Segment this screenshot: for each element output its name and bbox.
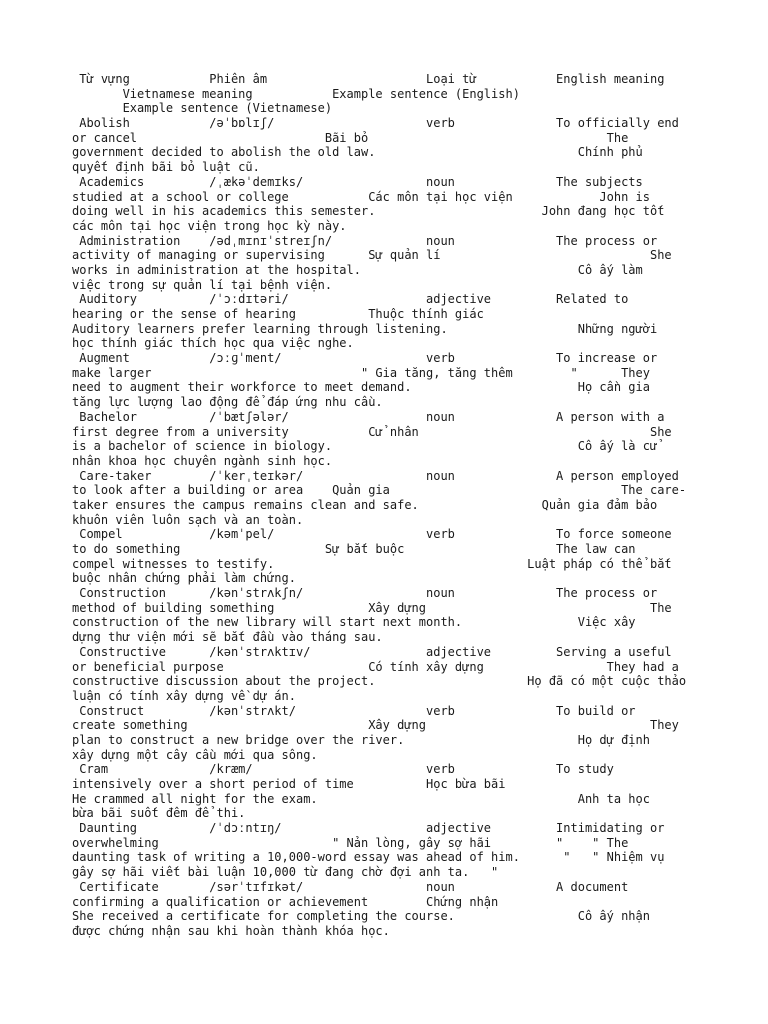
text-line: doing well in his academics this semester. John đang học tốt xyxy=(72,204,665,219)
text-line: Care-taker /ˈkerˌteɪkər/ noun A person employed xyxy=(72,468,679,483)
text-line: Administration /ədˌmɪnɪˈstreɪʃn/ noun The process or xyxy=(72,233,658,248)
text-line: tăng lực lượng lao động để đáp ứng nhu cầu. xyxy=(72,395,383,410)
text-line: luận có tính xây dựng về dự án. xyxy=(72,688,296,703)
text-line: confirming a qualification or achievement Chứng nhận xyxy=(72,894,499,909)
text-line: được chứng nhận sau khi hoàn thành khóa học. xyxy=(72,923,390,938)
text-line: nhân khoa học chuyên ngành sinh học. xyxy=(72,453,333,468)
text-line: or cancel Bãi bỏ The xyxy=(72,130,629,145)
text-line: taker ensures the campus remains clean and safe. Quản gia đảm bảo xyxy=(72,497,658,512)
text-line: Construct /kənˈstrʌkt/ verb To build or xyxy=(72,703,636,718)
text-line: Vietnamese meaning Example sentence (English) xyxy=(72,86,520,101)
text-line: plan to construct a new bridge over the river. Họ dự định xyxy=(72,732,650,747)
text-line: construction of the new library will start next month. Việc xây xyxy=(72,615,636,630)
text-line: Constructive /kənˈstrʌktɪv/ adjective Serving a useful xyxy=(72,644,672,659)
text-line: gây sợ hãi viết bài luận 10,000 từ đang chờ đợi anh ta. " xyxy=(72,865,499,880)
text-line: works in administration at the hospital. Cô ấy làm xyxy=(72,262,643,277)
text-line: She received a certificate for completing the course. Cô ấy nhận xyxy=(72,909,650,924)
text-line: to look after a building or area Quản gia The care- xyxy=(72,483,687,498)
text-line: Construction /kənˈstrʌkʃn/ noun The process or xyxy=(72,586,658,601)
text-line: make larger " Gia tăng, tăng thêm " They xyxy=(72,365,650,380)
text-line: Auditory learners prefer learning through listening. Những người xyxy=(72,321,658,336)
text-line: intensively over a short period of time Học bừa bãi xyxy=(72,777,506,791)
text-line: studied at a school or college Các môn tại học viện John is xyxy=(72,189,650,204)
text-line: khuôn viên luôn sạch và an toàn. xyxy=(72,512,304,527)
text-line: government decided to abolish the old law. Chính phủ xyxy=(72,145,643,160)
text-line: các môn tại học viện trong học kỳ này. xyxy=(72,218,347,233)
text-line: học thính giác thích học qua việc nghe. xyxy=(72,336,354,351)
text-line: dựng thư viện mới sẽ bắt đầu vào tháng sau. xyxy=(72,630,383,645)
text-line: He crammed all night for the exam. Anh ta học xyxy=(72,791,650,806)
text-line: xây dựng một cây cầu mới qua sông. xyxy=(72,747,318,762)
text-line: Daunting /ˈdɔːntɪŋ/ adjective Intimidating or xyxy=(72,821,665,836)
text-line: first degree from a university Cử nhân She xyxy=(72,424,672,439)
text-line: Compel /kəmˈpel/ verb To force someone xyxy=(72,527,672,542)
text-line: method of building something Xây dựng The xyxy=(72,600,672,615)
text-line: create something Xây dựng They xyxy=(72,718,679,733)
text-line: compel witnesses to testify. Luật pháp có thể bắt xyxy=(72,556,672,571)
text-line: to do something Sự bắt buộc The law can xyxy=(72,542,636,556)
text-line: hearing or the sense of hearing Thuộc thính giác xyxy=(72,307,484,321)
text-line: overwhelming " Nản lòng, gây sợ hãi " " The xyxy=(72,835,629,850)
text-line: Bachelor /ˈbætʃələr/ noun A person with a xyxy=(72,409,665,424)
text-line: daunting task of writing a 10,000-word essay was ahead of him. " " Nhiệm vụ xyxy=(72,850,665,865)
text-line: Example sentence (Vietnamese) xyxy=(72,101,333,116)
text-line: Abolish /əˈbɒlɪʃ/ verb To officially end xyxy=(72,116,679,131)
text-line: quyết định bãi bỏ luật cũ. xyxy=(72,160,260,175)
text-line: bừa bãi suốt đêm để thi. xyxy=(72,806,246,821)
text-line: Auditory /ˈɔːdɪtəri/ adjective Related to xyxy=(72,292,629,307)
text-line: việc trong sự quản lí tại bệnh viện. xyxy=(72,277,333,292)
text-line: need to augment their workforce to meet demand. Họ cần gia xyxy=(72,380,650,395)
text-line: Academics /ˌækəˈdemɪks/ noun The subjects xyxy=(72,174,643,189)
text-line: buộc nhân chứng phải làm chứng. xyxy=(72,571,296,586)
text-line: or beneficial purpose Có tính xây dựng They had a xyxy=(72,659,679,674)
text-line: Certificate /sərˈtɪfɪkət/ noun A document xyxy=(72,879,629,894)
text-line: is a bachelor of science in biology. Cô ấy là cử xyxy=(72,439,658,454)
text-line: Cram /kræm/ verb To study xyxy=(72,762,614,777)
text-line: Augment /ɔːɡˈment/ verb To increase or xyxy=(72,351,658,366)
text-line: activity of managing or supervising Sự quản lí She xyxy=(72,248,672,263)
text-line: Từ vựng Phiên âm Loại từ English meaning xyxy=(72,72,665,86)
text-line: constructive discussion about the project. Họ đã có một cuộc thảo xyxy=(72,674,687,689)
vocabulary-text-block xyxy=(72,72,686,939)
